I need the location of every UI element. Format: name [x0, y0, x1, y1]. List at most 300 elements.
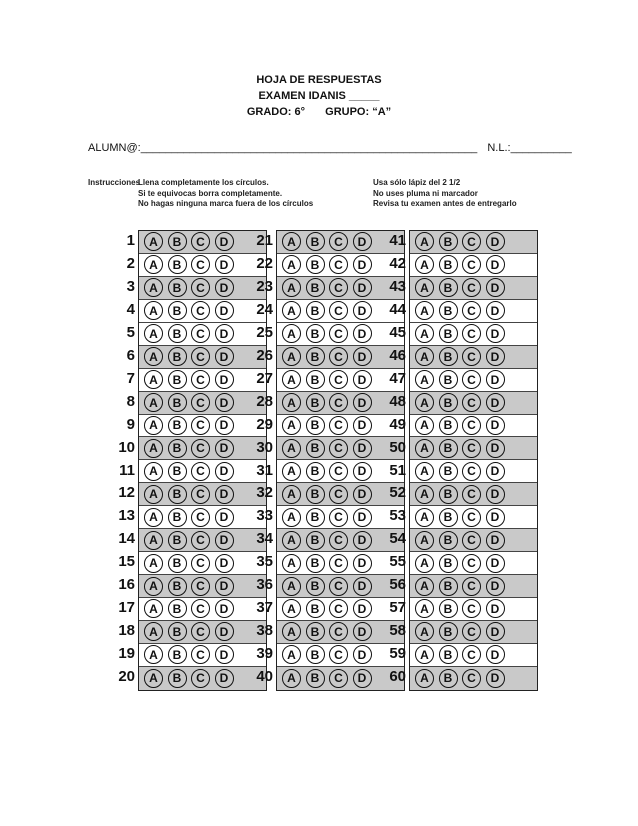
- answer-bubble-c[interactable]: C: [462, 301, 481, 320]
- instructions-label: Instrucciones: [88, 178, 141, 187]
- answer-bubble-c[interactable]: C: [191, 554, 210, 573]
- answer-bubble-d[interactable]: D: [215, 439, 234, 458]
- answer-bubble-a[interactable]: A: [144, 577, 163, 596]
- answer-bubble-c[interactable]: C: [329, 278, 348, 297]
- answer-bubble-a[interactable]: A: [415, 462, 434, 481]
- answer-bubble-b[interactable]: B: [439, 347, 458, 366]
- answer-bubble-b[interactable]: B: [439, 577, 458, 596]
- answer-bubble-c[interactable]: C: [462, 622, 481, 641]
- answer-bubble-a[interactable]: A: [415, 508, 434, 527]
- answer-bubble-d[interactable]: D: [215, 324, 234, 343]
- answer-bubble-b[interactable]: B: [306, 278, 325, 297]
- answer-bubble-c[interactable]: C: [462, 439, 481, 458]
- answer-bubble-a[interactable]: A: [282, 485, 301, 504]
- answer-bubble-c[interactable]: C: [329, 416, 348, 435]
- answer-bubble-a[interactable]: A: [282, 669, 301, 688]
- question-number: 28: [256, 392, 273, 410]
- answer-bubble-b[interactable]: B: [306, 347, 325, 366]
- answer-bubble-d[interactable]: D: [215, 255, 234, 274]
- answer-bubble-b[interactable]: B: [439, 393, 458, 412]
- answer-bubble-c[interactable]: C: [462, 599, 481, 618]
- answer-bubble-d[interactable]: D: [353, 508, 372, 527]
- answer-bubble-a[interactable]: A: [144, 393, 163, 412]
- question-number: 58: [389, 622, 406, 640]
- answer-bubble-a[interactable]: A: [415, 554, 434, 573]
- answer-bubble-a[interactable]: A: [415, 232, 434, 251]
- answer-bubble-c[interactable]: C: [462, 255, 481, 274]
- answer-bubble-d[interactable]: D: [215, 599, 234, 618]
- answer-bubble-d[interactable]: D: [486, 255, 505, 274]
- answer-bubble-b[interactable]: B: [439, 370, 458, 389]
- answer-bubble-c[interactable]: C: [329, 439, 348, 458]
- answer-bubble-b[interactable]: B: [439, 301, 458, 320]
- answer-bubble-a[interactable]: A: [144, 462, 163, 481]
- answer-bubble-b[interactable]: B: [439, 599, 458, 618]
- instruction-line: Revisa tu examen antes de entregarlo: [373, 199, 517, 208]
- answer-bubble-a[interactable]: A: [144, 278, 163, 297]
- answer-bubble-d[interactable]: D: [353, 531, 372, 550]
- answer-bubble-b[interactable]: B: [168, 370, 187, 389]
- answer-bubble-d[interactable]: D: [353, 232, 372, 251]
- question-number: 17: [118, 599, 135, 617]
- question-number: 30: [256, 438, 273, 456]
- answer-bubble-d[interactable]: D: [215, 645, 234, 664]
- answer-bubble-b[interactable]: B: [168, 347, 187, 366]
- answer-bubble-d[interactable]: D: [486, 669, 505, 688]
- answer-bubble-a[interactable]: A: [282, 462, 301, 481]
- answer-bubble-b[interactable]: B: [168, 485, 187, 504]
- question-number: 21: [256, 232, 273, 249]
- question-number: 60: [389, 668, 406, 686]
- answer-bubble-c[interactable]: C: [462, 669, 481, 688]
- answer-bubble-c[interactable]: C: [329, 232, 348, 251]
- answer-bubble-b[interactable]: B: [306, 577, 325, 596]
- question-number: 35: [256, 553, 273, 571]
- answer-bubble-c[interactable]: C: [329, 324, 348, 343]
- answer-bubble-d[interactable]: D: [353, 554, 372, 573]
- answer-bubble-b[interactable]: B: [306, 232, 325, 251]
- answer-bubble-d[interactable]: D: [353, 393, 372, 412]
- sheet-title: HOJA DE RESPUESTAS: [256, 74, 382, 86]
- answer-bubble-c[interactable]: C: [462, 393, 481, 412]
- answer-row: [410, 506, 537, 529]
- answer-bubble-c[interactable]: C: [462, 462, 481, 481]
- answer-bubble-d[interactable]: D: [353, 577, 372, 596]
- answer-bubble-a[interactable]: A: [415, 255, 434, 274]
- answer-bubble-a[interactable]: A: [282, 622, 301, 641]
- answer-bubble-b[interactable]: B: [439, 232, 458, 251]
- answer-bubble-a[interactable]: A: [144, 669, 163, 688]
- question-number: 38: [256, 622, 273, 640]
- answer-bubble-a[interactable]: A: [282, 278, 301, 297]
- answer-bubble-b[interactable]: B: [439, 531, 458, 550]
- answer-bubble-c[interactable]: C: [462, 554, 481, 573]
- answer-bubble-d[interactable]: D: [215, 462, 234, 481]
- answer-bubble-b[interactable]: B: [306, 622, 325, 641]
- question-number: 45: [389, 323, 406, 341]
- question-number: 33: [256, 507, 273, 525]
- answer-row: [410, 254, 537, 277]
- answer-bubble-b[interactable]: B: [168, 599, 187, 618]
- question-number: 23: [256, 277, 273, 295]
- answer-bubble-d[interactable]: D: [486, 462, 505, 481]
- answer-bubble-d[interactable]: D: [486, 370, 505, 389]
- answer-bubble-c[interactable]: C: [191, 416, 210, 435]
- answer-bubble-b[interactable]: B: [168, 462, 187, 481]
- group-label: GRUPO: “A”: [325, 106, 392, 118]
- answer-bubble-c[interactable]: C: [329, 669, 348, 688]
- answer-bubble-a[interactable]: A: [415, 645, 434, 664]
- answer-bubble-c[interactable]: C: [191, 577, 210, 596]
- answer-bubble-d[interactable]: D: [353, 416, 372, 435]
- answer-bubble-a[interactable]: A: [144, 324, 163, 343]
- answer-bubble-d[interactable]: D: [353, 370, 372, 389]
- question-number: 13: [118, 507, 135, 525]
- answer-bubble-c[interactable]: C: [191, 485, 210, 504]
- answer-bubble-d[interactable]: D: [215, 554, 234, 573]
- answer-bubble-b[interactable]: B: [168, 645, 187, 664]
- answer-bubble-d[interactable]: D: [353, 255, 372, 274]
- answer-bubble-d[interactable]: D: [486, 439, 505, 458]
- answer-bubble-a[interactable]: A: [415, 439, 434, 458]
- answer-bubble-a[interactable]: A: [282, 324, 301, 343]
- question-number: 8: [126, 392, 135, 410]
- answer-bubble-c[interactable]: C: [329, 301, 348, 320]
- answer-bubble-a[interactable]: A: [144, 301, 163, 320]
- question-number: 41: [389, 232, 406, 249]
- answer-bubble-c[interactable]: C: [462, 485, 481, 504]
- answer-bubble-b[interactable]: B: [306, 485, 325, 504]
- answer-bubble-d[interactable]: D: [215, 278, 234, 297]
- answer-bubble-a[interactable]: A: [144, 645, 163, 664]
- question-number: 55: [389, 553, 406, 571]
- answer-bubble-a[interactable]: A: [282, 301, 301, 320]
- answer-bubble-c[interactable]: C: [462, 531, 481, 550]
- answer-bubble-a[interactable]: A: [415, 669, 434, 688]
- question-number: 31: [256, 461, 273, 479]
- answer-bubble-c[interactable]: C: [329, 255, 348, 274]
- answer-bubble-c[interactable]: C: [329, 462, 348, 481]
- answer-bubble-a[interactable]: A: [282, 508, 301, 527]
- answer-bubble-c[interactable]: C: [191, 324, 210, 343]
- answer-bubble-c[interactable]: C: [191, 622, 210, 641]
- answer-bubble-d[interactable]: D: [486, 531, 505, 550]
- answer-bubble-c[interactable]: C: [191, 599, 210, 618]
- question-number: 18: [118, 622, 135, 640]
- answer-bubble-d[interactable]: D: [215, 485, 234, 504]
- answer-bubble-c[interactable]: C: [462, 324, 481, 343]
- answer-bubble-d[interactable]: D: [215, 669, 234, 688]
- answer-bubble-a[interactable]: A: [144, 599, 163, 618]
- answer-bubble-d[interactable]: D: [486, 577, 505, 596]
- answer-bubble-a[interactable]: A: [282, 370, 301, 389]
- answer-bubble-a[interactable]: A: [415, 599, 434, 618]
- answer-bubble-a[interactable]: A: [415, 416, 434, 435]
- answer-bubble-b[interactable]: B: [439, 416, 458, 435]
- answer-bubble-a[interactable]: A: [282, 232, 301, 251]
- answer-bubble-a[interactable]: A: [144, 439, 163, 458]
- answer-row: [410, 483, 537, 506]
- answer-bubble-a[interactable]: A: [282, 416, 301, 435]
- answer-bubble-a[interactable]: A: [415, 393, 434, 412]
- question-number: 20: [118, 668, 135, 686]
- answer-bubble-d[interactable]: D: [353, 599, 372, 618]
- answer-bubble-a[interactable]: A: [282, 347, 301, 366]
- question-number: 48: [389, 392, 406, 410]
- answer-bubble-d[interactable]: D: [486, 485, 505, 504]
- question-number: 19: [118, 645, 135, 663]
- answer-bubble-b[interactable]: B: [168, 669, 187, 688]
- answer-bubble-b[interactable]: B: [306, 393, 325, 412]
- answer-bubble-d[interactable]: D: [486, 599, 505, 618]
- answer-bubble-b[interactable]: B: [168, 577, 187, 596]
- answer-bubble-b[interactable]: B: [306, 599, 325, 618]
- answer-bubble-c[interactable]: C: [191, 301, 210, 320]
- question-number: 59: [389, 645, 406, 663]
- answer-bubble-c[interactable]: C: [329, 577, 348, 596]
- answer-bubble-c[interactable]: C: [191, 393, 210, 412]
- answer-bubble-c[interactable]: C: [462, 577, 481, 596]
- answer-bubble-d[interactable]: D: [486, 278, 505, 297]
- answer-bubble-a[interactable]: A: [282, 255, 301, 274]
- question-number: 27: [256, 369, 273, 387]
- answer-bubble-b[interactable]: B: [168, 393, 187, 412]
- answer-bubble-b[interactable]: B: [439, 439, 458, 458]
- answer-bubble-b[interactable]: B: [306, 669, 325, 688]
- answer-bubble-c[interactable]: C: [329, 347, 348, 366]
- answer-bubble-c[interactable]: C: [329, 554, 348, 573]
- answer-bubble-b[interactable]: B: [439, 462, 458, 481]
- answer-bubble-b[interactable]: B: [168, 531, 187, 550]
- answer-bubble-b[interactable]: B: [168, 416, 187, 435]
- answer-bubble-d[interactable]: D: [486, 393, 505, 412]
- answer-bubble-b[interactable]: B: [439, 508, 458, 527]
- answer-bubble-a[interactable]: A: [144, 508, 163, 527]
- answer-bubble-b[interactable]: B: [168, 508, 187, 527]
- answer-bubble-b[interactable]: B: [306, 324, 325, 343]
- answer-bubble-a[interactable]: A: [282, 439, 301, 458]
- answer-bubble-c[interactable]: C: [191, 645, 210, 664]
- answer-bubble-a[interactable]: A: [282, 393, 301, 412]
- answer-bubble-a[interactable]: A: [144, 554, 163, 573]
- question-number: 47: [389, 369, 406, 387]
- answer-bubble-c[interactable]: C: [191, 347, 210, 366]
- question-number: 53: [389, 507, 406, 525]
- answer-bubble-c[interactable]: C: [329, 622, 348, 641]
- answer-bubble-d[interactable]: D: [486, 301, 505, 320]
- answer-bubble-c[interactable]: C: [329, 599, 348, 618]
- answer-bubble-a[interactable]: A: [415, 301, 434, 320]
- answer-bubble-c[interactable]: C: [191, 462, 210, 481]
- answer-bubble-c[interactable]: C: [191, 669, 210, 688]
- question-number: 2: [126, 254, 135, 272]
- answer-bubble-c[interactable]: C: [191, 508, 210, 527]
- answer-bubble-c[interactable]: C: [191, 255, 210, 274]
- answer-bubble-a[interactable]: A: [144, 370, 163, 389]
- instruction-line: Llena completamente los círculos.: [138, 178, 269, 187]
- answer-bubble-a[interactable]: A: [415, 531, 434, 550]
- answer-bubble-d[interactable]: D: [486, 232, 505, 251]
- answer-bubble-a[interactable]: A: [144, 255, 163, 274]
- answer-bubble-b[interactable]: B: [439, 255, 458, 274]
- instruction-line: Usa sólo lápiz del 2 1/2: [373, 178, 461, 187]
- answer-bubble-b[interactable]: B: [306, 370, 325, 389]
- question-number: 16: [118, 576, 135, 594]
- answer-bubble-d[interactable]: D: [486, 347, 505, 366]
- answer-bubble-c[interactable]: C: [462, 508, 481, 527]
- answer-row: [410, 392, 537, 415]
- answer-bubble-d[interactable]: D: [353, 622, 372, 641]
- answer-bubble-d[interactable]: D: [486, 324, 505, 343]
- answer-bubble-b[interactable]: B: [306, 255, 325, 274]
- answer-bubble-d[interactable]: D: [215, 416, 234, 435]
- answer-bubble-b[interactable]: B: [439, 324, 458, 343]
- answer-row: [410, 300, 537, 323]
- answer-bubble-d[interactable]: D: [215, 347, 234, 366]
- answer-row: [410, 415, 537, 438]
- answer-bubble-b[interactable]: B: [306, 645, 325, 664]
- answer-bubble-b[interactable]: B: [168, 439, 187, 458]
- question-number: 36: [256, 576, 273, 594]
- answer-bubble-b[interactable]: B: [306, 462, 325, 481]
- answer-bubble-b[interactable]: B: [306, 531, 325, 550]
- question-number: 34: [256, 530, 273, 548]
- answer-bubble-a[interactable]: A: [144, 622, 163, 641]
- answer-bubble-b[interactable]: B: [439, 669, 458, 688]
- student-name-line[interactable]: _______________________________________________________: [140, 142, 478, 154]
- answer-bubble-b[interactable]: B: [439, 278, 458, 297]
- answer-bubble-d[interactable]: D: [486, 622, 505, 641]
- question-number: 3: [126, 277, 135, 295]
- answer-bubble-d[interactable]: D: [353, 669, 372, 688]
- answer-bubble-d[interactable]: D: [353, 324, 372, 343]
- answer-bubble-d[interactable]: D: [353, 347, 372, 366]
- answer-bubble-c[interactable]: C: [462, 370, 481, 389]
- answer-bubble-b[interactable]: B: [168, 622, 187, 641]
- answer-bubble-c[interactable]: C: [329, 485, 348, 504]
- answer-bubble-d[interactable]: D: [486, 554, 505, 573]
- answer-bubble-c[interactable]: C: [329, 393, 348, 412]
- answer-bubble-c[interactable]: C: [329, 531, 348, 550]
- answer-bubble-c[interactable]: C: [191, 370, 210, 389]
- question-number: 43: [389, 277, 406, 295]
- answer-bubble-b[interactable]: B: [439, 645, 458, 664]
- answer-bubble-a[interactable]: A: [282, 577, 301, 596]
- answer-bubble-a[interactable]: A: [415, 278, 434, 297]
- answer-bubble-a[interactable]: A: [282, 531, 301, 550]
- answer-bubble-a[interactable]: A: [282, 599, 301, 618]
- answer-bubble-a[interactable]: A: [415, 485, 434, 504]
- answer-bubble-d[interactable]: D: [215, 508, 234, 527]
- answer-bubble-a[interactable]: A: [415, 370, 434, 389]
- answer-bubble-d[interactable]: D: [215, 232, 234, 251]
- question-number: 10: [118, 438, 135, 456]
- answer-bubble-b[interactable]: B: [439, 554, 458, 573]
- answer-grid: [409, 230, 538, 691]
- answer-bubble-d[interactable]: D: [486, 508, 505, 527]
- answer-bubble-b[interactable]: B: [306, 301, 325, 320]
- answer-bubble-b[interactable]: B: [168, 554, 187, 573]
- list-number-line[interactable]: __________: [510, 142, 572, 154]
- answer-bubble-d[interactable]: D: [353, 301, 372, 320]
- answer-bubble-b[interactable]: B: [168, 255, 187, 274]
- student-info: [88, 142, 572, 154]
- answer-bubble-c[interactable]: C: [329, 508, 348, 527]
- answer-bubble-c[interactable]: C: [191, 278, 210, 297]
- answer-bubble-b[interactable]: B: [306, 508, 325, 527]
- answer-bubble-c[interactable]: C: [191, 439, 210, 458]
- answer-bubble-d[interactable]: D: [215, 531, 234, 550]
- answer-bubble-c[interactable]: C: [462, 232, 481, 251]
- question-number: 1: [126, 232, 135, 249]
- answer-bubble-a[interactable]: A: [282, 554, 301, 573]
- list-number-label: N.L.:: [487, 142, 511, 154]
- answer-bubble-b[interactable]: B: [306, 554, 325, 573]
- answer-bubble-c[interactable]: C: [329, 645, 348, 664]
- answer-bubble-d[interactable]: D: [353, 645, 372, 664]
- answer-row: [410, 437, 537, 460]
- answer-bubble-d[interactable]: D: [215, 577, 234, 596]
- answer-bubble-c[interactable]: C: [329, 370, 348, 389]
- answer-bubble-a[interactable]: A: [415, 347, 434, 366]
- answer-bubble-d[interactable]: D: [353, 462, 372, 481]
- answer-bubble-d[interactable]: D: [486, 416, 505, 435]
- answer-bubble-d[interactable]: D: [353, 439, 372, 458]
- answer-bubble-c[interactable]: C: [462, 347, 481, 366]
- answer-bubble-d[interactable]: D: [215, 622, 234, 641]
- answer-bubble-d[interactable]: D: [215, 301, 234, 320]
- question-number: 54: [389, 530, 406, 548]
- answer-bubble-a[interactable]: A: [144, 416, 163, 435]
- answer-bubble-d[interactable]: D: [486, 645, 505, 664]
- question-number: 12: [118, 484, 135, 502]
- answer-bubble-b[interactable]: B: [168, 278, 187, 297]
- answer-bubble-d[interactable]: D: [215, 393, 234, 412]
- answer-bubble-b[interactable]: B: [168, 324, 187, 343]
- question-number: 42: [389, 254, 406, 272]
- answer-bubble-b[interactable]: B: [439, 622, 458, 641]
- answer-bubble-b[interactable]: B: [306, 416, 325, 435]
- answer-bubble-c[interactable]: C: [462, 416, 481, 435]
- answer-bubble-b[interactable]: B: [168, 232, 187, 251]
- question-number: 57: [389, 599, 406, 617]
- answer-bubble-c[interactable]: C: [462, 645, 481, 664]
- answer-bubble-a[interactable]: A: [144, 347, 163, 366]
- answer-bubble-a[interactable]: A: [415, 324, 434, 343]
- answer-row: [410, 552, 537, 575]
- question-number: 24: [256, 300, 273, 318]
- instruction-line: No hagas ninguna marca fuera de los círculos: [138, 199, 314, 208]
- answer-bubble-a[interactable]: A: [415, 622, 434, 641]
- answer-bubble-d[interactable]: D: [353, 485, 372, 504]
- answer-bubble-a[interactable]: A: [144, 531, 163, 550]
- answer-bubble-a[interactable]: A: [415, 577, 434, 596]
- answer-bubble-b[interactable]: B: [439, 485, 458, 504]
- answer-bubble-d[interactable]: D: [215, 370, 234, 389]
- answer-bubble-b[interactable]: B: [168, 301, 187, 320]
- answer-bubble-a[interactable]: A: [144, 232, 163, 251]
- question-number: 6: [126, 346, 135, 364]
- answer-bubble-c[interactable]: C: [191, 531, 210, 550]
- answer-bubble-d[interactable]: D: [353, 278, 372, 297]
- grade-label: GRADO: 6°: [246, 106, 306, 118]
- answer-bubble-a[interactable]: A: [282, 645, 301, 664]
- answer-bubble-c[interactable]: C: [191, 232, 210, 251]
- answer-bubble-a[interactable]: A: [144, 485, 163, 504]
- question-number: 5: [126, 323, 135, 341]
- answer-bubble-c[interactable]: C: [462, 278, 481, 297]
- answer-bubble-b[interactable]: B: [306, 439, 325, 458]
